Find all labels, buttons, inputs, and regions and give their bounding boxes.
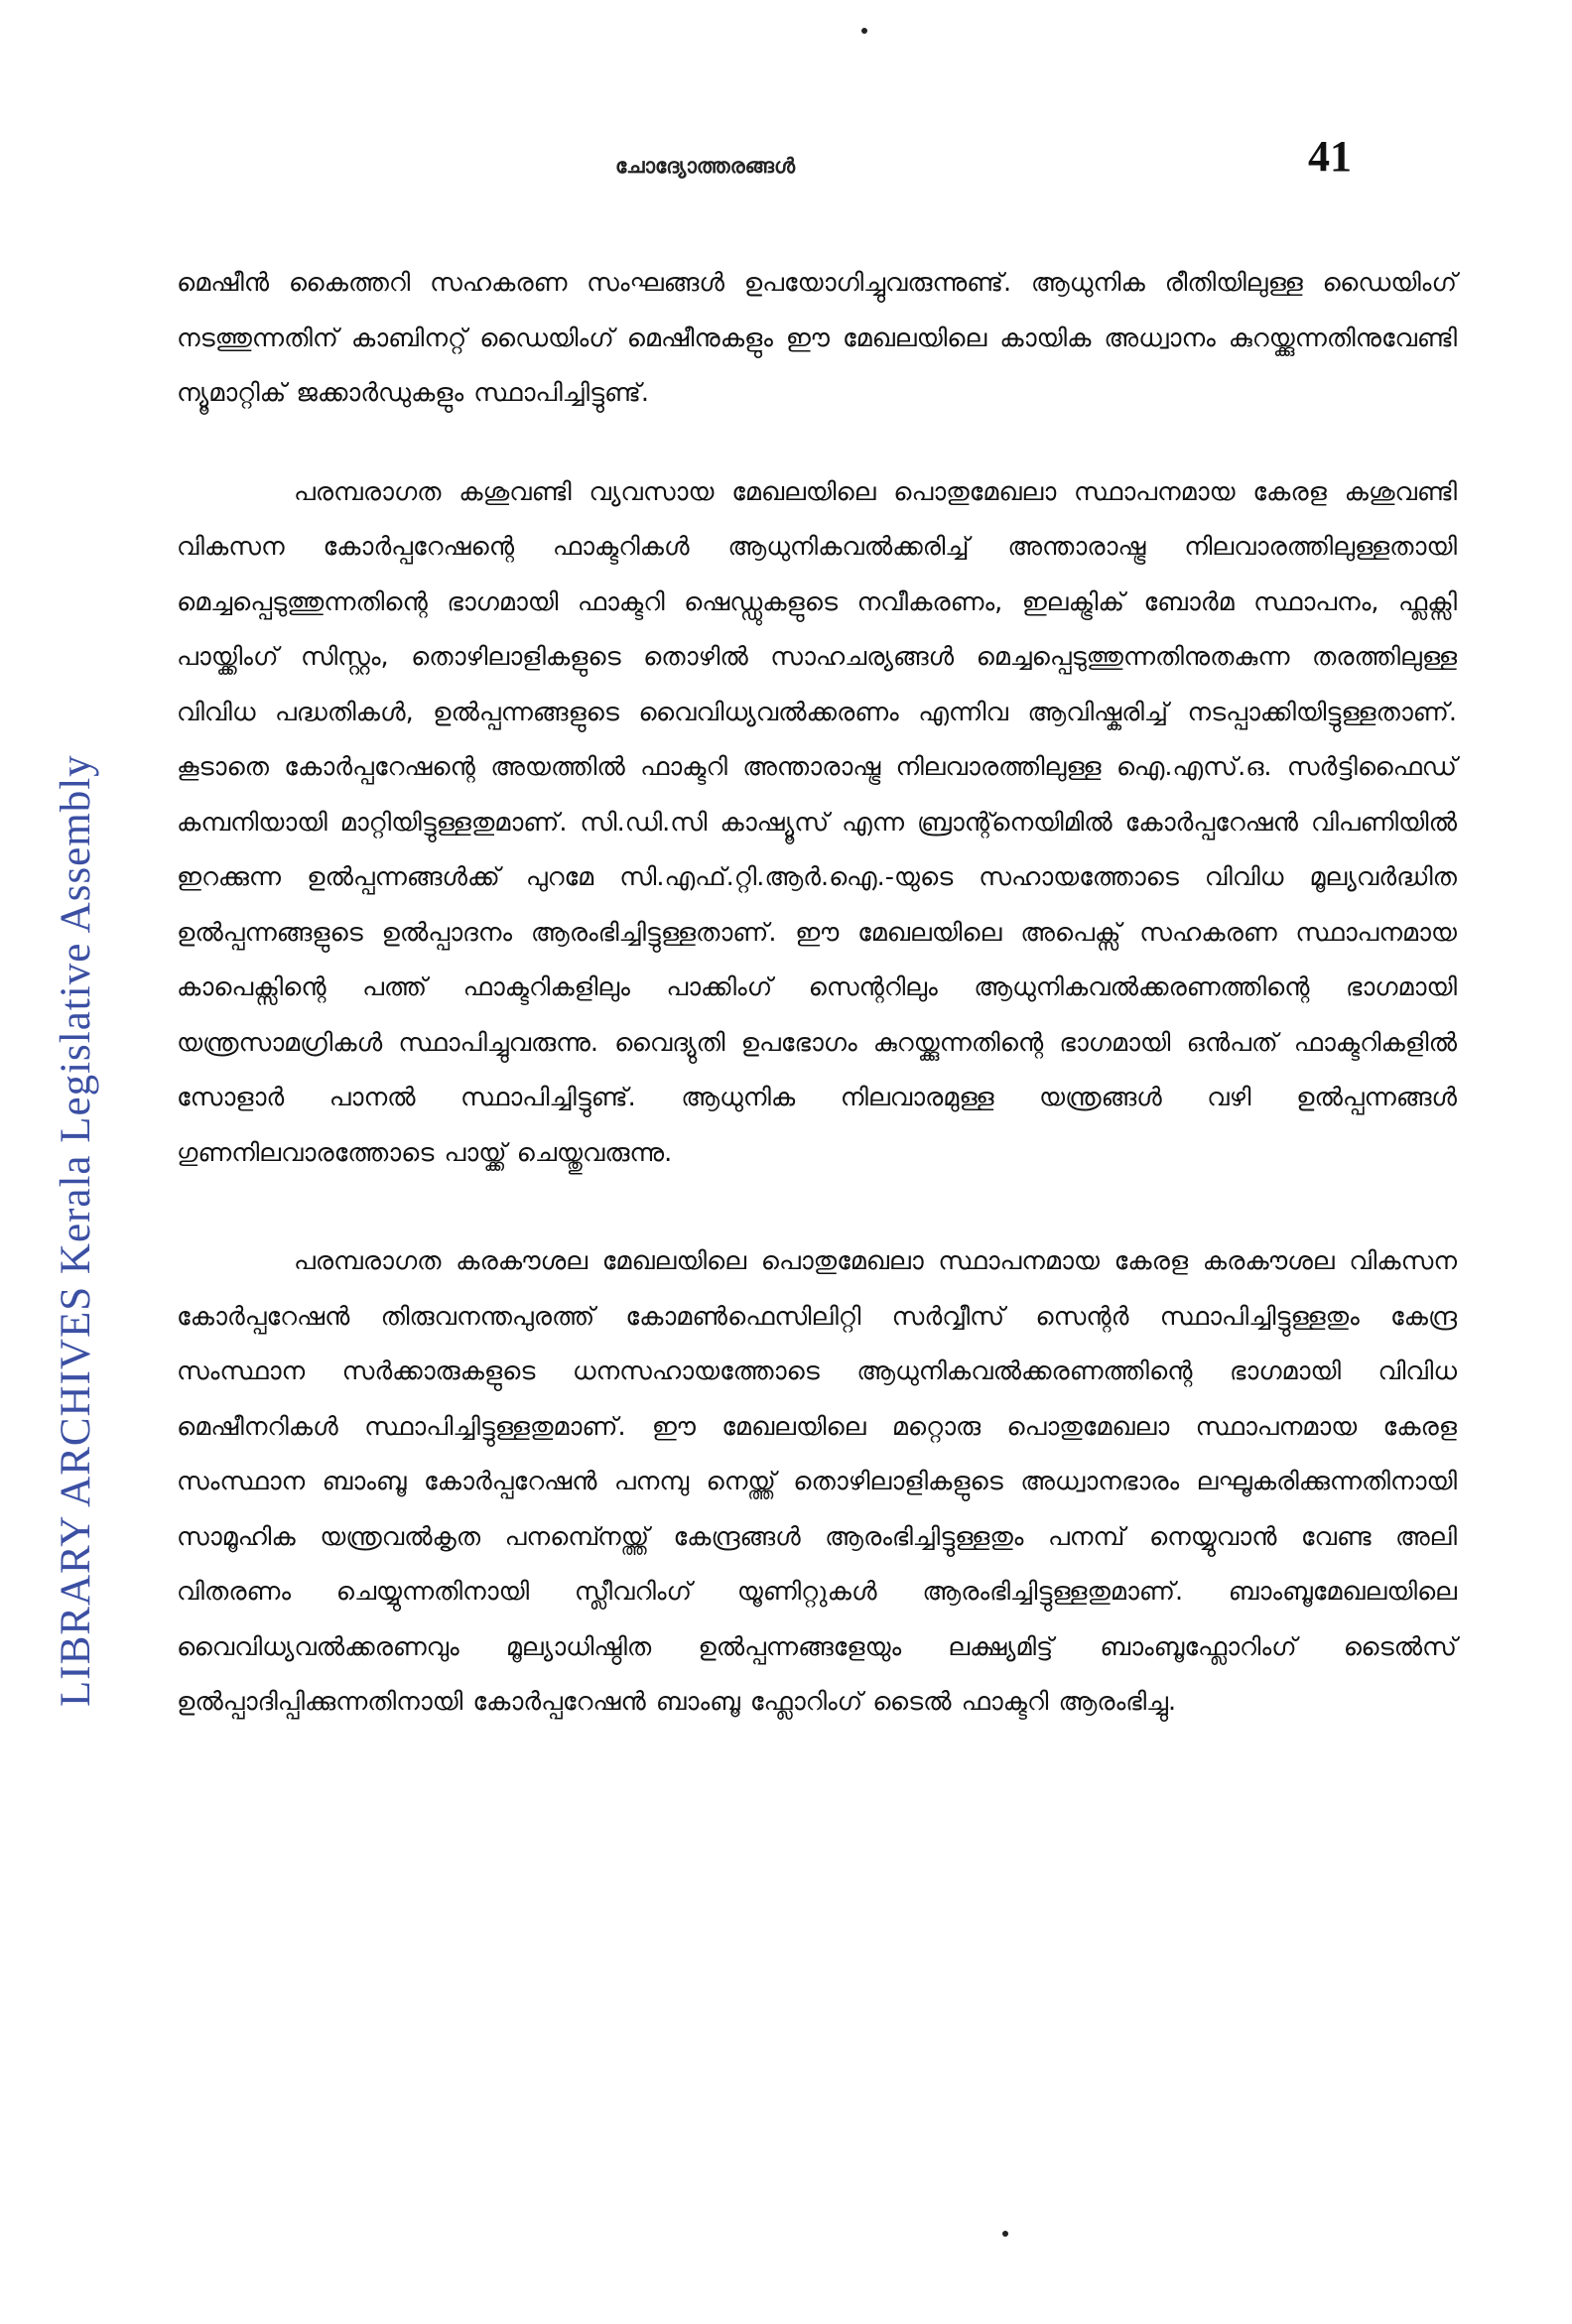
running-header-title: ചോദ്യോത്തരങ്ങൾ (615, 154, 796, 178)
archive-watermark: LIBRARY ARCHIVES Kerala Legislative Assembly (53, 754, 99, 1707)
scan-speck-bottom (1002, 2231, 1008, 2237)
document-body (177, 256, 1457, 1784)
paragraph-2: പരമ്പരാഗത കശുവണ്ടി വ്യവസായ മേഖലയിലെ പൊതുമേഖലാ സ്ഥാപനമായ കേരള കശുവണ്ടി വികസന കോർപ്പറേഷന്റെ ഫാക്ടറികൾ ആധുനികവൽക്കരിച്ച് അന്താരാഷ്ട്ര നിലവാരത്തിലുള്ളതായി മെച്ചപ്പെടുത്തുന്നതിന്റെ ഭാഗമായി ഫാക്ടറി ഷെഡ്ഡുകളുടെ നവീകരണം, ഇലക്ട്രിക് ബോർമ സ്ഥാപനം, ഫ്ലക്സി പായ്ക്കിംഗ് സിസ്റ്റം, തൊഴിലാളികളുടെ തൊഴിൽ സാഹചര്യങ്ങൾ മെച്ചപ്പെടുത്തുന്നതിനുതകുന്ന തരത്തിലുള്ള വിവിധ പദ്ധതികൾ, ഉൽപ്പന്നങ്ങളുടെ വൈവിധ്യവൽക്കരണം എന്നിവ ആവിഷ്കരിച്ച് നടപ്പാക്കിയിട്ടുള്ളതാണ്. കൂടാതെ കോർപ്പറേഷന്റെ അയത്തിൽ ഫാക്ടറി അന്താരാഷ്ട്ര നിലവാരത്തിലുള്ള ഐ.എസ്.ഒ. സർട്ടിഫൈഡ് കമ്പനിയായി മാറ്റിയിട്ടുള്ളതുമാണ്. സി.ഡി.സി കാഷ്യൂസ് എന്ന ബ്രാന്റ്നെയിമിൽ കോർപ്പറേഷൻ വിപണിയിൽ ഇറക്കുന്ന ഉൽപ്പന്നങ്ങൾക്ക് പുറമേ സി.എഫ്.റ്റി.ആർ.ഐ.-യുടെ സഹായത്തോടെ വിവിധ മൂല്യവർദ്ധിത ഉൽപ്പന്നങ്ങളുടെ ഉൽപ്പാദനം ആരംഭിച്ചിട്ടുള്ളതാണ്. ഈ മേഖലയിലെ അപെക്സ് സഹകരണ സ്ഥാപനമായ കാപെക്സിന്റെ പത്ത് ഫാക്ടറികളിലും പാക്കിംഗ് സെന്ററിലും ആധുനികവൽക്കരണത്തിന്റെ ഭാഗമായി യന്ത്രസാമഗ്രികൾ സ്ഥാപിച്ചുവരുന്നു. വൈദ്യുതി ഉപഭോഗം കുറയ്ക്കുന്നതിന്റെ ഭാഗമായി ഒൻപത് ഫാക്ടറികളിൽ സോളാർ പാനൽ സ്ഥാപിച്ചിട്ടുണ്ട്. ആധുനിക നിലവാരമുള്ള യന്ത്രങ്ങൾ വഴി ഉൽപ്പന്നങ്ങൾ ഗുണനിലവാരത്തോടെ പായ്ക്ക് ചെയ്തുവരുന്നു. (177, 476, 1457, 1168)
paragraph-3: പരമ്പരാഗത കരകൗശല മേഖലയിലെ പൊതുമേഖലാ സ്ഥാപനമായ കേരള കരകൗശല വികസന കോർപ്പറേഷൻ തിരുവനന്തപുരത്ത് കോമൺഫെസിലിറ്റി സർവ്വീസ് സെന്റർ സ്ഥാപിച്ചിട്ടുള്ളതും കേന്ദ്ര സംസ്ഥാന സർക്കാരുകളുടെ ധനസഹായത്തോടെ ആധുനികവൽക്കരണത്തിന്റെ ഭാഗമായി വിവിധ മെഷീനറികൾ സ്ഥാപിച്ചിട്ടുള്ളതുമാണ്. ഈ മേഖലയിലെ മറ്റൊരു പൊതുമേഖലാ സ്ഥാപനമായ കേരള സംസ്ഥാന ബാംബൂ കോർപ്പറേഷൻ പനമ്പു നെയ്ത്ത് തൊഴിലാളികളുടെ അധ്വാനഭാരം ലഘൂകരിക്കുന്നതിനായി സാമൂഹിക യന്ത്രവൽകൃത പനമ്പ്നെയ്ത്ത് കേന്ദ്രങ്ങൾ ആരംഭിച്ചിട്ടുള്ളതും പനമ്പ് നെയ്യുവാൻ വേണ്ട അലി വിതരണം ചെയ്യുന്നതിനായി സ്ലീവറിംഗ് യൂണിറ്റുകൾ ആരംഭിച്ചിട്ടുള്ളതുമാണ്. ബാംബൂമേഖലയിലെ വൈവിധ്യവൽക്കരണവും മൂല്യാധിഷ്ഠിത ഉൽപ്പന്നങ്ങളേയും ലക്ഷ്യമിട്ട് ബാംബൂഫ്ലോറിംഗ് ടൈൽസ് ഉൽപ്പാദിപ്പിക്കുന്നതിനായി കോർപ്പറേഷൻ ബാംബൂ ഫ്ലോറിംഗ് ടൈൽ ഫാക്ടറി ആരംഭിച്ചു. (177, 1246, 1457, 1717)
paragraph-1: മെഷീൻ കൈത്തറി സഹകരണ സംഘങ്ങൾ ഉപയോഗിച്ചുവരുന്നുണ്ട്. ആധുനിക രീതിയിലുള്ള ഡൈയിംഗ് നടത്തുന്നതിന് കാബിനറ്റ് ഡൈയിംഗ് മെഷീനുകളും ഈ മേഖലയിലെ കായിക അധ്വാനം കുറയ്ക്കുന്നതിനുവേണ്ടി ന്യൂമാറ്റിക് ജക്കാർഡുകളും സ്ഥാപിച്ചിട്ടുണ്ട്. (177, 268, 1457, 408)
scan-speck-top (861, 28, 867, 34)
page-number: 41 (1308, 132, 1352, 181)
